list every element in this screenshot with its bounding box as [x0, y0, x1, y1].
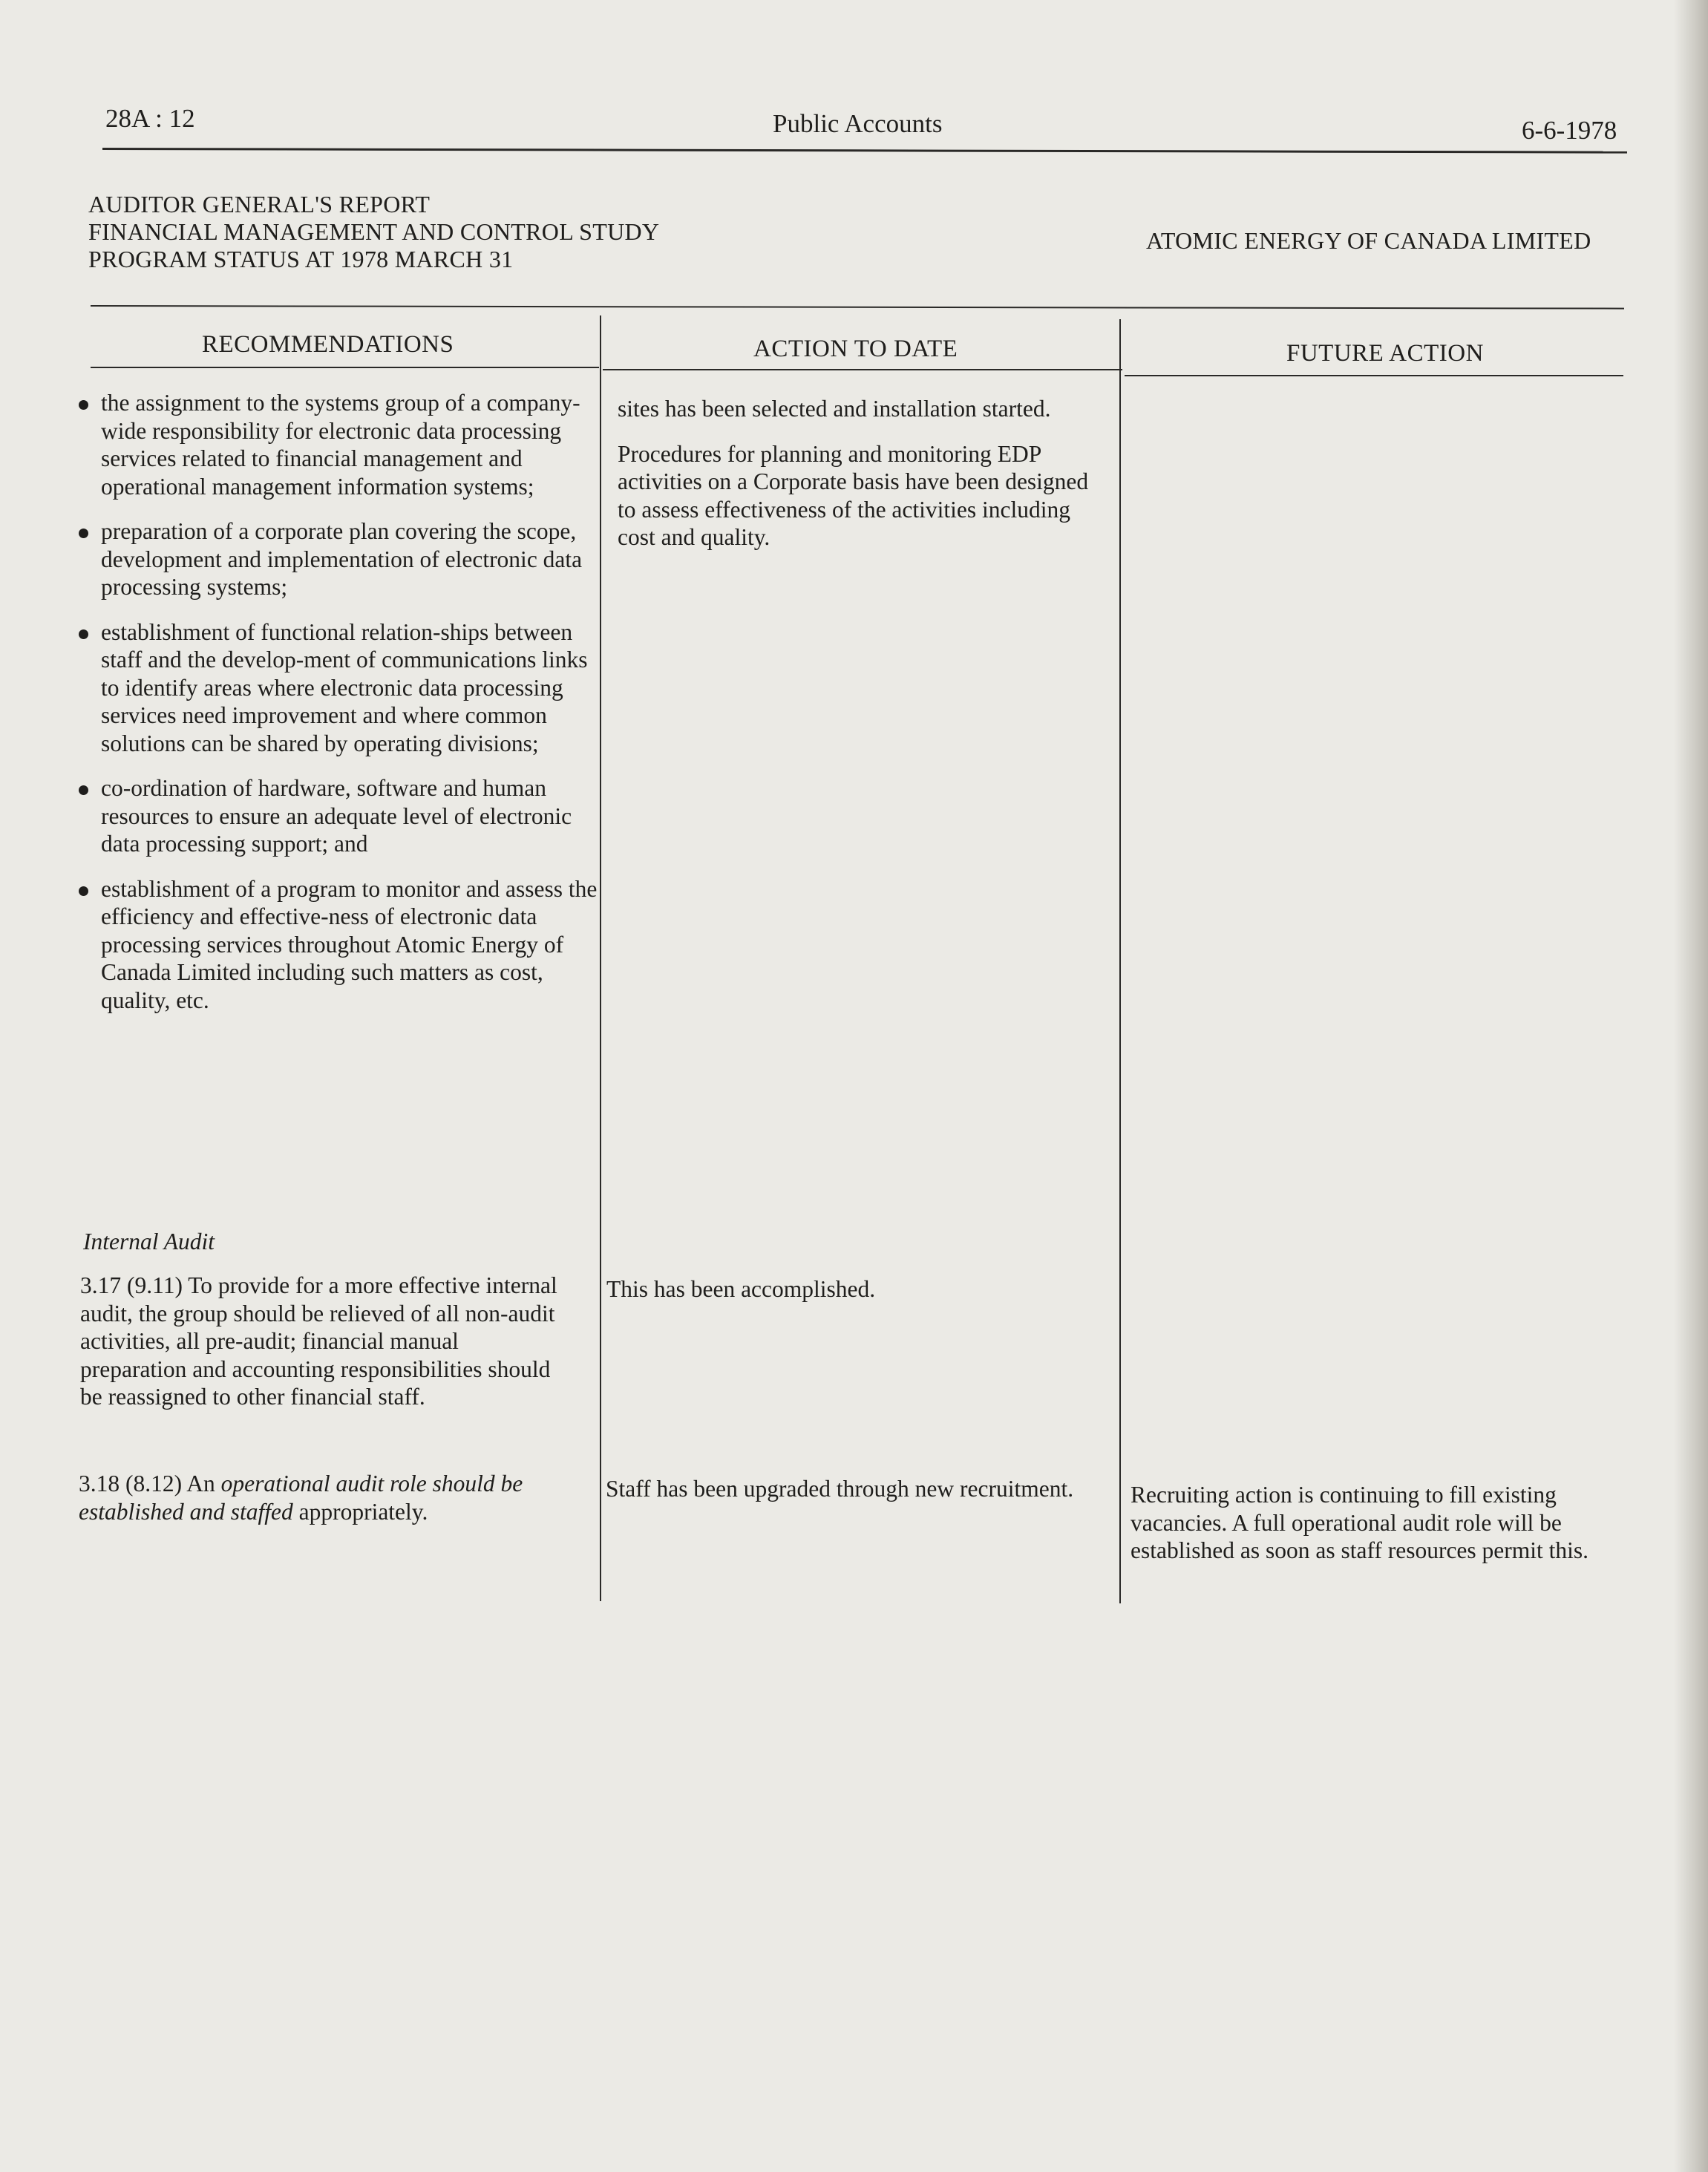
list-item: establishment of functional relation-ships between staff and the develop-ment of communications links to identify areas where electronic data processing services need improvement and where common solutions can be shared by operating divisions;	[79, 618, 598, 758]
column-divider-1	[600, 315, 601, 1601]
running-title: Public Accounts	[773, 109, 943, 138]
list-item: preparation of a corporate plan covering the scope, development and implementation of electronic data processing systems;	[79, 517, 598, 601]
page-date: 6-6-1978	[1522, 116, 1617, 145]
action-paragraph-2: Procedures for planning and monitoring EDP activities on a Corporate basis have been designed to assess effectiveness of the activities including cost and quality.	[618, 440, 1089, 550]
action-to-date-text	[618, 395, 1093, 569]
future-action-3-18: Recruiting action is continuing to fill existing vacancies. A full operational audit role will be established as soon as staff resources permit this.	[1131, 1482, 1589, 1563]
list-item: co-ordination of hardware, software and human resources to ensure an adequate level of electronic data processing support; and	[79, 774, 598, 858]
bullet-icon	[79, 785, 88, 795]
report-title-line1: AUDITOR GENERAL'S REPORT	[88, 191, 431, 217]
recommendation-3-17: 3.17 (9.11) To provide for a more effective internal audit, the group should be relieved of all non-audit activities, all pre-audit; financial manual preparation and accounting responsibilities should be reassigned to other financial staff.	[80, 1272, 557, 1410]
report-title	[88, 191, 659, 273]
report-title-line3: PROGRAM STATUS AT 1978 MARCH 31	[88, 246, 514, 272]
table-top-rule	[91, 305, 1624, 310]
action-3-18: Staff has been upgraded through new recruitment.	[606, 1476, 1074, 1502]
column-heading-recommendations: RECOMMENDATIONS	[202, 331, 454, 358]
bullet-icon	[79, 629, 88, 639]
recommendation-3-18: 3.18 (8.12) An operational audit role should be established and staffed appropriately.	[79, 1471, 523, 1525]
bullet-icon	[79, 886, 88, 896]
bullet-icon	[79, 400, 88, 410]
organization-name: ATOMIC ENERGY OF CANADA LIMITED	[1146, 227, 1591, 254]
page-number: 28A : 12	[105, 104, 195, 133]
recommendation-bullet-list	[79, 389, 598, 1031]
column-heading-action-to-date: ACTION TO DATE	[753, 336, 958, 362]
bullet-icon	[79, 529, 88, 538]
section-heading-internal-audit: Internal Audit	[83, 1229, 215, 1255]
table-header-rule-right	[1125, 375, 1623, 376]
column-divider-2	[1119, 319, 1121, 1603]
list-item: the assignment to the systems group of a company-wide responsibility for electronic data processing services related to financial management and operational management information systems;	[79, 389, 598, 500]
table-header-rule-left	[91, 367, 599, 368]
column-heading-future-action: FUTURE ACTION	[1286, 340, 1484, 367]
page-edge-shadow	[1674, 0, 1708, 2172]
action-paragraph-1: sites has been selected and installation started.	[618, 396, 1051, 422]
report-title-line2: FINANCIAL MANAGEMENT AND CONTROL STUDY	[88, 218, 660, 245]
list-item: establishment of a program to monitor and assess the efficiency and effective-ness of electronic data processing services throughout Atomic Energy of Canada Limited including such matters as cost, quality, etc.	[79, 875, 598, 1015]
table-header-rule-mid	[603, 369, 1122, 370]
header-rule	[102, 148, 1627, 154]
action-3-17: This has been accomplished.	[606, 1276, 876, 1302]
